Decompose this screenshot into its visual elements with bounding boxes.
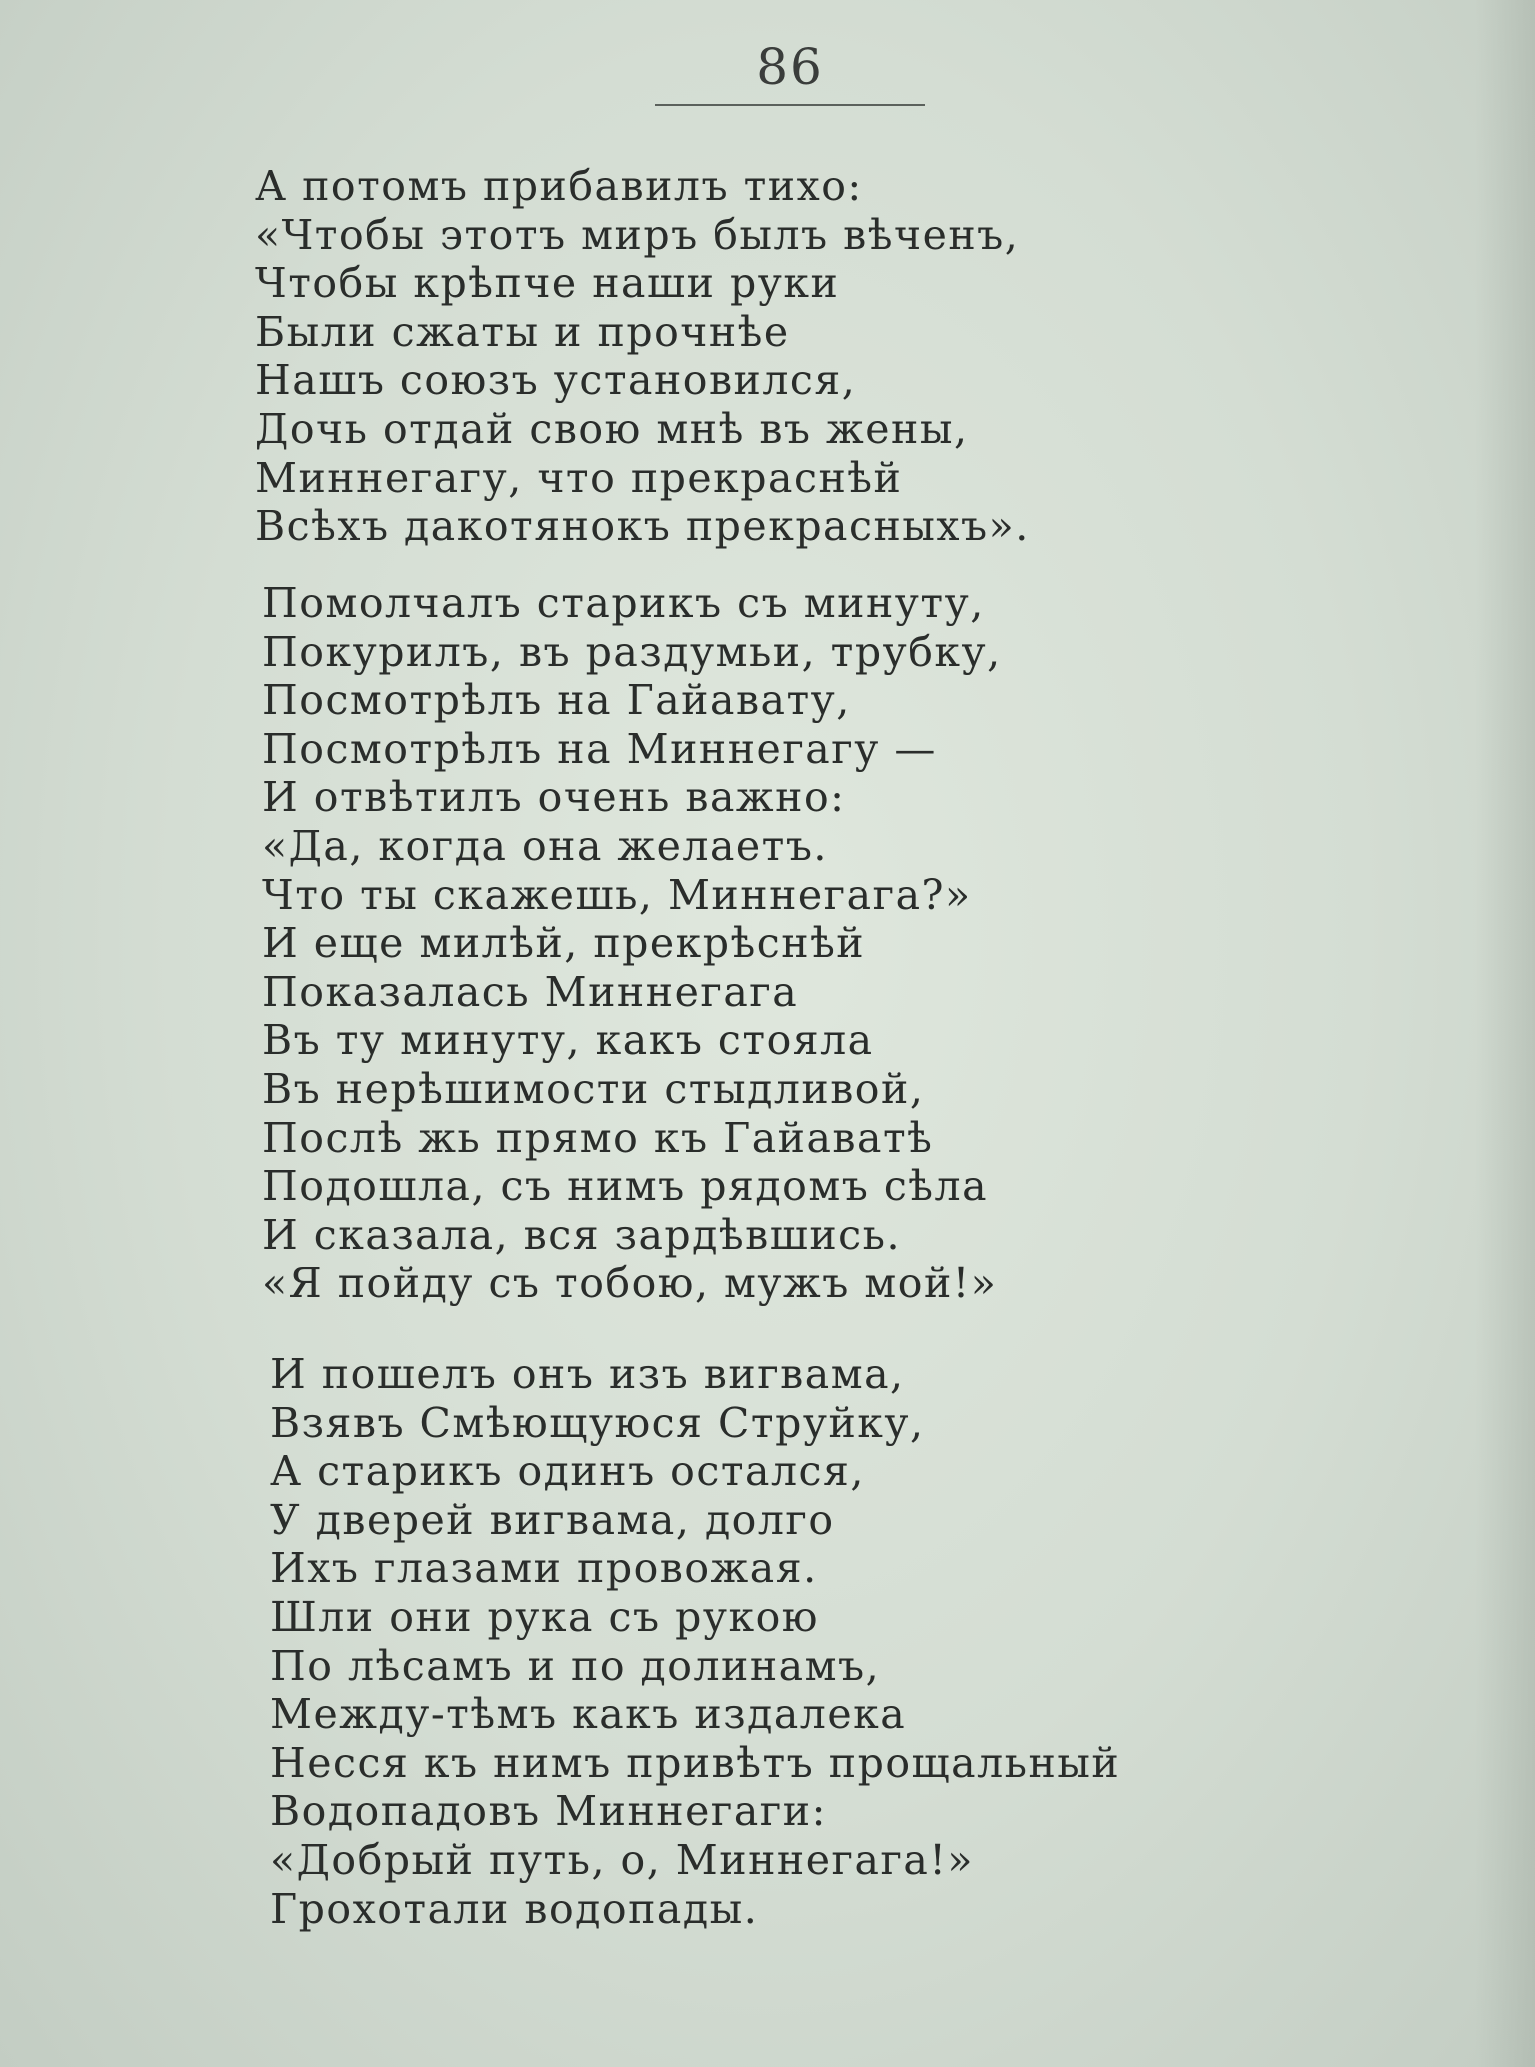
verse-line: «Да, когда она желаетъ. [262,821,828,870]
verse-line: Чтобы крѣпче наши руки [255,259,840,308]
verse-line: Посмотрѣлъ на Гайавату, [262,676,851,725]
verse-line: Посмотрѣлъ на Миннегагу — [262,724,937,773]
verse-line: Несся къ нимъ привѣтъ прощальный [270,1738,1121,1787]
verse-line: И сказала, вся зардѣвшись. [262,1210,901,1259]
verse-line: Взявъ Смѣющуюся Струйку, [270,1398,925,1447]
verse-line: По лѣсамъ и по долинамъ, [270,1641,881,1690]
verse-line: И пошелъ онъ изъ вигвама, [270,1350,905,1398]
verse-line: Между-тѣмъ какъ издалека [270,1690,907,1739]
verse-line: Водопадовъ Миннегаги: [270,1787,827,1836]
verse-line: Всѣхъ дакотянокъ прекрасныхъ». [255,502,1030,551]
verse-line: Нашъ союзъ установился, [255,356,857,405]
verse-line: Что ты скажешь, Миннегага?» [262,870,972,919]
stanza [255,162,1030,551]
verse-line: Показалась Миннегага [262,967,799,1016]
verse-line: И отвѣтилъ очень важно: [262,773,846,822]
verse-line: Помолчалъ старикъ съ минуту, [262,579,985,627]
verse-line: Въ ту минуту, какъ стояла [262,1016,874,1065]
verse-line: Шли они рука съ рукою [270,1592,819,1641]
header-rule [655,104,925,106]
verse-line: Грохотали водопады. [270,1884,759,1933]
verse-line: А потомъ прибавилъ тихо: [255,162,863,210]
verse-line: Покурилъ, въ раздумьи, трубку, [262,627,1002,676]
verse-line: А старикъ одинъ остался, [270,1447,865,1496]
verse-line: «Добрый путь, о, Миннегага!» [270,1835,974,1884]
verse-line: У дверей вигвама, долго [270,1495,835,1544]
verse-line: Дочь отдай свою мнѣ въ жены, [255,404,969,453]
verse-line: Были сжаты и прочнѣе [255,307,790,356]
verse-line: Послѣ жь прямо къ Гайаватѣ [262,1113,934,1162]
verse-line: Подошла, съ нимъ рядомъ сѣла [262,1162,989,1211]
verse-line: «Чтобы этотъ миръ былъ вѣченъ, [255,210,1020,259]
stanza [262,579,1002,1308]
stanza [270,1350,1120,1933]
page-number: 86 [756,38,824,96]
verse-line: Ихъ глазами провожая. [270,1544,818,1593]
verse-line: «Я пойду съ тобою, мужъ мой!» [262,1259,998,1308]
verse-line: И еще милѣй, прекрѣснѣй [262,919,866,968]
verse-line: Миннегагу, что прекраснѣй [255,453,903,502]
verse-line: Въ нерѣшимости стыдливой, [262,1064,925,1113]
